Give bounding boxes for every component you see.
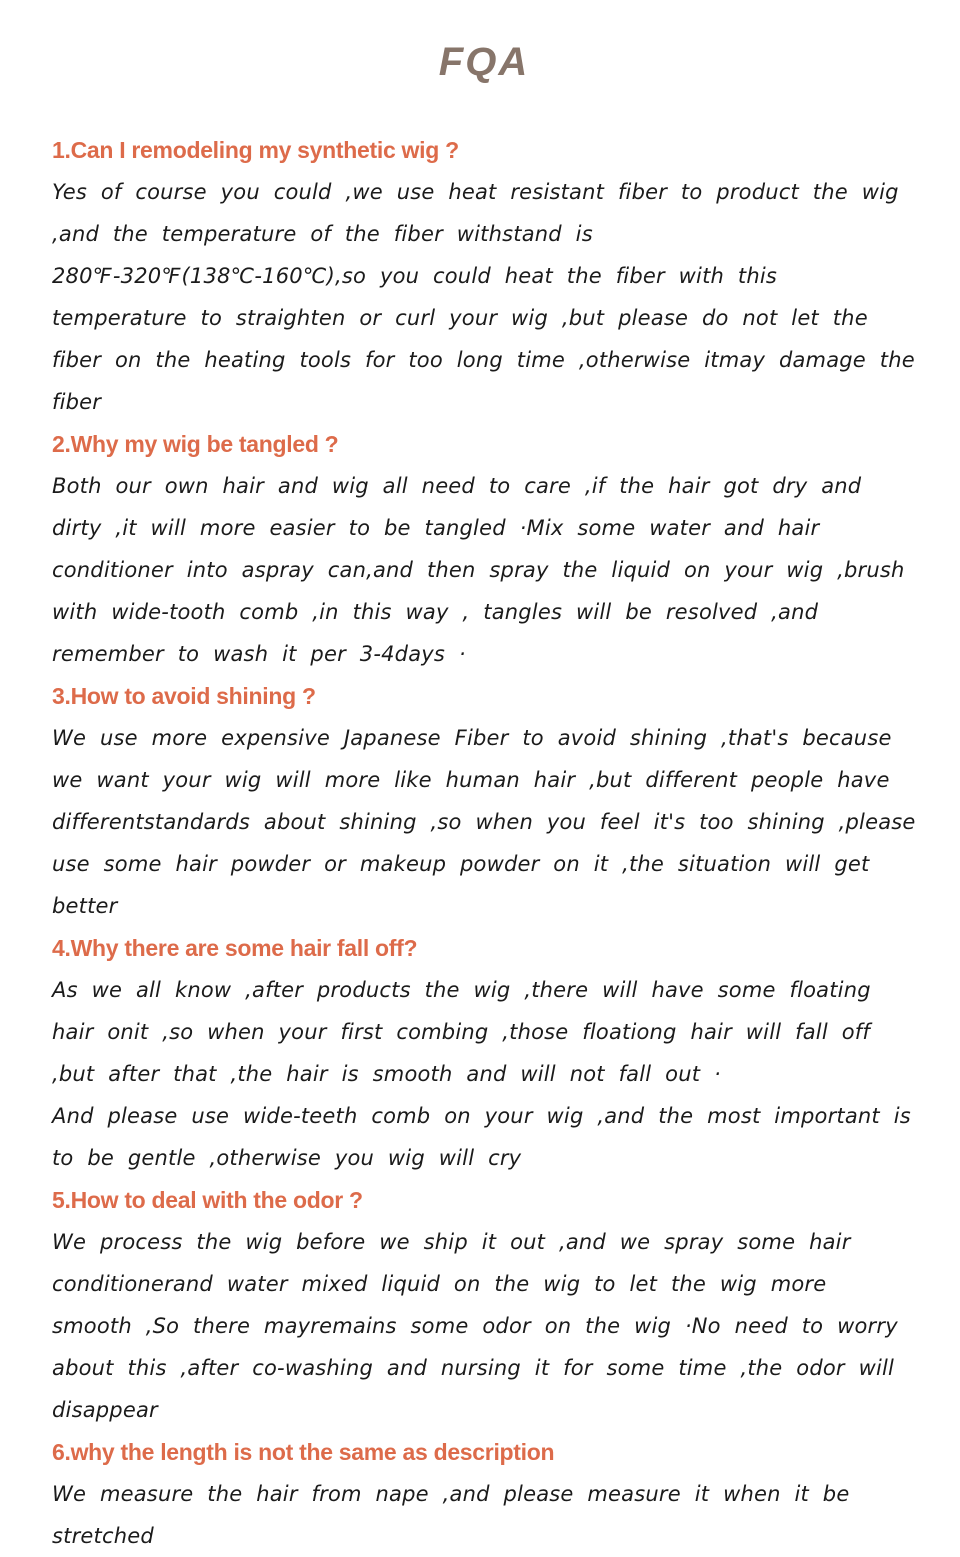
- faq-section-2: [52, 423, 916, 675]
- faq-answer-5: We process the wig before we ship it out ,and we spray some hair conditionerand water mixed liquid on the wig to let the wig more smooth ,So there mayremains some odor on the wig ·No need to worry about this ,after co-washing and nursing it for some time ,the odor will disappear: [52, 1230, 898, 1422]
- faq-question-3: 3.How to avoid shining ?: [52, 683, 316, 709]
- faq-question-2: 2.Why my wig be tangled ?: [52, 431, 339, 457]
- faq-question-5: 5.How to deal with the odor ?: [52, 1187, 363, 1213]
- page-title: FQA: [438, 40, 530, 84]
- faq-section-5: [52, 1179, 916, 1431]
- faq-section-1: [52, 129, 916, 423]
- faq-question-1: 1.Can I remodeling my synthetic wig ?: [52, 137, 459, 163]
- faq-answer-1: Yes of course you could ,we use heat resistant fiber to product the wig ,and the temperature of the fiber withstand is 280℉-320℉(138℃-160℃),so you could heat the fiber with this temperature to straighten or curl your wig ,but please do not let the fiber on the heating tools for too long time ,otherwise itmay damage the fiber: [52, 180, 915, 414]
- faq-section-3: [52, 675, 916, 927]
- faq-question-6: 6.why the length is not the same as description: [52, 1439, 555, 1465]
- faq-answer-4a: As we all know ,after products the wig ,there will have some floating hair onit ,so when your first combing ,those floationg hair will fall off ,but after that ,the hair is smooth and will not fall out ·: [52, 978, 871, 1086]
- faq-answer-3: We use more expensive Japanese Fiber to avoid shining ,that's because we want your wig will more like human hair ,but different people have differentstandards about shining ,so when you feel it's too shining ,please use some hair powder or makeup powder on it ,the situation will get better: [52, 726, 916, 918]
- faq-question-4: 4.Why there are some hair fall off?: [52, 935, 418, 961]
- faq-section-4: [52, 927, 916, 1179]
- faq-answer-4b: And please use wide-teeth comb on your wig ,and the most important is to be gentle ,otherwise you wig will cry: [52, 1104, 911, 1170]
- faq-answer-6: We measure the hair from nape ,and please measure it when it be stretched: [52, 1482, 850, 1548]
- faq-section-6: [52, 1431, 916, 1557]
- faq-answer-2: Both our own hair and wig all need to care ,if the hair got dry and dirty ,it will more easier to be tangled ·Mix some water and hair conditioner into aspray can,and then spray the liquid on your wig ,brush with wide-tooth comb ,in this way , tangles will be resolved ,and remember to wash it per 3-4days ·: [52, 474, 905, 666]
